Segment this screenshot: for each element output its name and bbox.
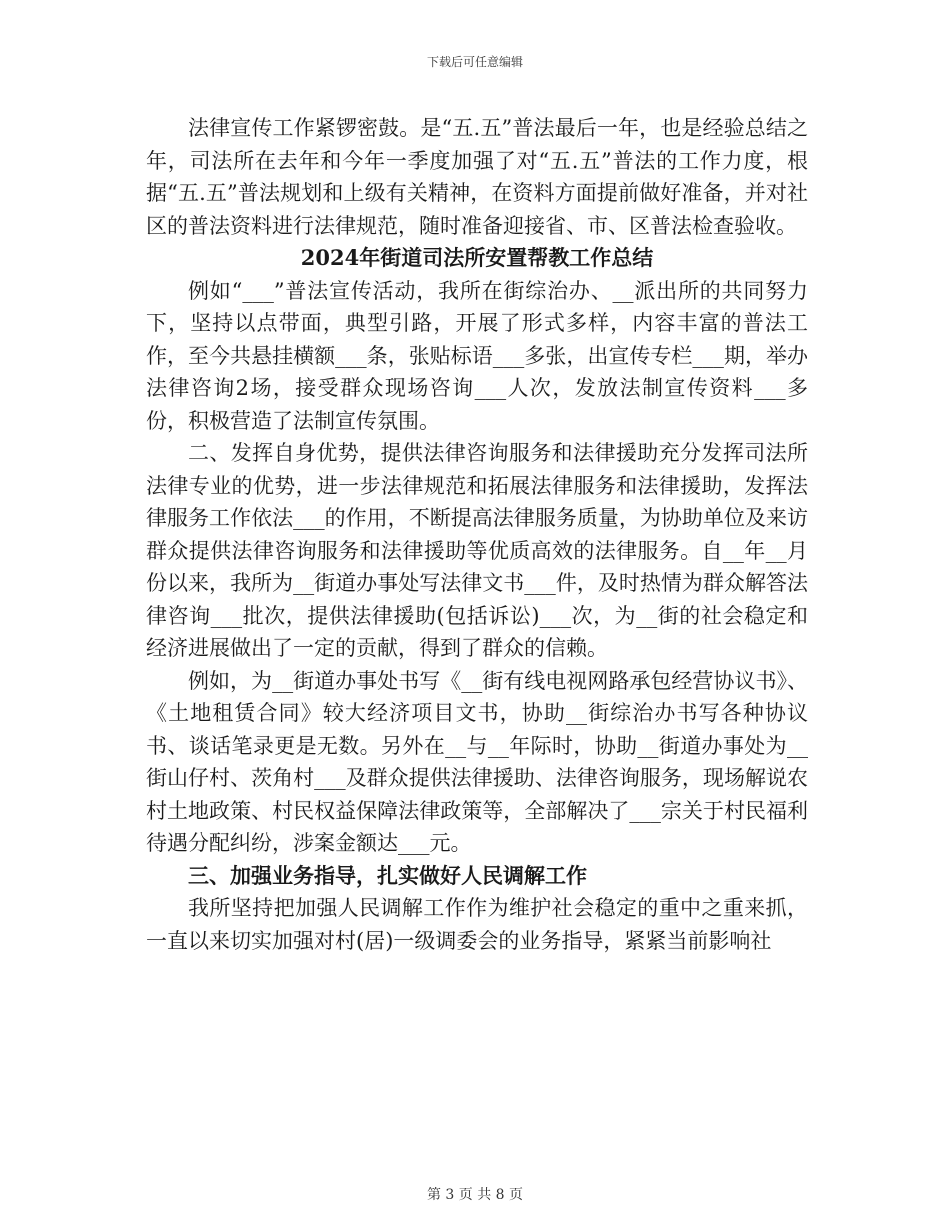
page-footer: 第 3 页 共 8 页 [426, 1187, 524, 1203]
paragraph-mediation: 我所坚持把加强人民调解工作作为维护社会稳定的重中之重来抓，一直以来切实加强对村(居)一级调委会的业务指导，紧紧当前影响社 [146, 896, 808, 953]
section-heading-mediation: 三、加强业务指导，扎实做好人民调解工作 [188, 862, 587, 888]
paragraph-legal-publicity: 法律宣传工作紧锣密鼓。是“五.五”普法最后一年，也是经验总结之年，司法所在去年和今年一季度加强了对“五.五”普法的工作力度，根据“五.五”普法规划和上级有关精神，在资料方面提前做好准备，并对社区的普法资料进行法律规范，随时准备迎接省、市、区普法检查验收。 [146, 116, 808, 238]
section-title: 2024年街道司法所安置帮教工作总结 [300, 245, 654, 270]
document-body [146, 112, 808, 957]
paragraph-legal-services: 二、发挥自身优势，提供法律咨询服务和法律援助充分发挥司法所法律专业的优势，进一步法律规范和拓展法律服务和法律援助，发挥法律服务工作依法___的作用，不断提高法律服务质量，为协助单位及来访群众提供法律咨询服务和法律援助等优质高效的法律服务。自__年__月份以来，我所为__街道办事处写法律文书___件，及时热情为群众解答法律咨询___批次，提供法律援助(包括诉讼)___次，为__街的社会稳定和经济进展做出了一定的贡献，得到了群众的信赖。 [146, 441, 808, 660]
paragraph-publicity-example: 例如“___”普法宣传活动，我所在街综治办、__派出所的共同努力下，坚持以点带面，典型引路，开展了形式多样，内容丰富的普法工作，至今共悬挂横额___条，张贴标语___多张，出宣传专栏___期，举办法律咨询2场，接受群众现场咨询___人次，发放法制宣传资料___多份，积极营造了法制宣传氛围。 [146, 278, 808, 433]
page-header: 下载后可任意编辑 [426, 55, 523, 69]
paragraph-services-example: 例如，为__街道办事处书写《__街有线电视网路承包经营协议书》、《土地租赁合同》较大经济项目文书，协助__街综治办书写各种协议书、谈话笔录更是无数。另外在__与__年际时，协助__街道办事处为__街山仔村、茨角村___及群众提供法律援助、法律咨询服务，现场解说农村土地政策、村民权益保障法律政策等，全部解决了___宗关于村民福利待遇分配纠纷，涉案金额达___元。 [146, 668, 808, 855]
